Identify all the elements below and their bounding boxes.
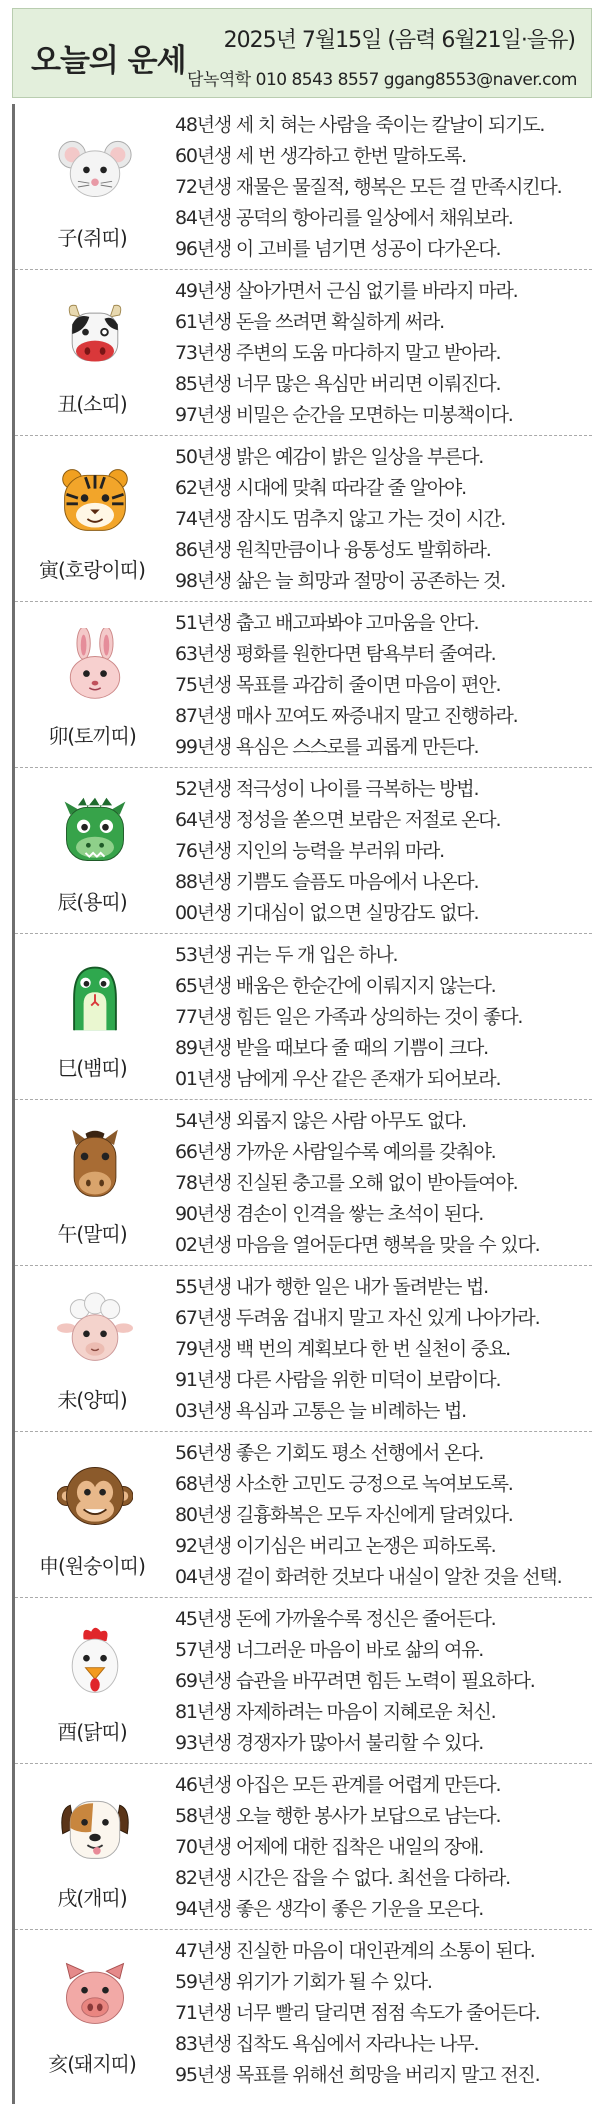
zodiac-rat <box>17 104 167 270</box>
ox-icon <box>57 296 133 372</box>
monkey-icon <box>57 1458 133 1534</box>
snake-icon <box>57 960 133 1036</box>
fortune-line: 00년생 기대심이 없으면 실망감도 없다. <box>175 902 479 924</box>
fortune-line: 92년생 이기심은 버리고 논쟁은 피하도록. <box>175 1535 496 1557</box>
fortune-lines <box>175 1604 593 1759</box>
zodiac-label: 申(원숭이띠) <box>39 1554 145 1578</box>
zodiac-rabbit <box>17 602 167 768</box>
fortune-line: 54년생 외롭지 않은 사람 아무도 없다. <box>175 1110 466 1132</box>
fortune-line: 55년생 내가 행한 일은 내가 돌려받는 법. <box>175 1276 488 1298</box>
zodiac-pig <box>17 1930 167 2096</box>
fortune-line: 56년생 좋은 기회도 평소 선행에서 온다. <box>175 1442 484 1464</box>
fortune-line: 71년생 너무 빨리 달리면 점점 속도가 줄어든다. <box>175 2002 540 2024</box>
fortune-line: 69년생 습관을 바꾸려면 힘든 노력이 필요하다. <box>175 1670 535 1692</box>
zodiac-row-monkey <box>15 1432 592 1598</box>
contact-line: 담녹역학 010 8543 8557 ggang8553@naver.com <box>187 70 577 90</box>
zodiac-ox <box>17 270 167 436</box>
zodiac-label: 巳(뱀띠) <box>57 1056 127 1080</box>
fortune-line: 79년생 백 번의 계획보다 한 번 실천이 중요. <box>175 1338 510 1360</box>
fortune-line: 64년생 정성을 쏟으면 보람은 저절로 온다. <box>175 809 501 831</box>
fortune-lines <box>175 1272 593 1427</box>
fortune-line: 47년생 진실한 마음이 대인관계의 소통이 된다. <box>175 1940 535 1962</box>
fortune-line: 51년생 춥고 배고파봐야 고마움을 안다. <box>175 612 479 634</box>
zodiac-row-snake <box>15 934 592 1100</box>
fortune-line: 78년생 진실된 충고를 오해 없이 받아들여야. <box>175 1172 518 1194</box>
fortune-line: 77년생 힘든 일은 가족과 상의하는 것이 좋다. <box>175 1006 523 1028</box>
fortune-lines <box>175 276 593 431</box>
fortune-line: 61년생 돈을 쓰려면 확실하게 써라. <box>175 311 444 333</box>
fortune-line: 67년생 두려움 겁내지 말고 자신 있게 나아가라. <box>175 1307 540 1329</box>
sheep-icon <box>57 1292 133 1368</box>
fortune-line: 97년생 비밀은 순간을 모면하는 미봉책이다. <box>175 404 513 426</box>
fortune-line: 63년생 평화를 원한다면 탐욕부터 줄여라. <box>175 643 496 665</box>
fortune-line: 60년생 세 번 생각하고 한번 말하도록. <box>175 145 466 167</box>
zodiac-label: 卯(토끼띠) <box>48 724 136 748</box>
fortune-lines <box>175 608 593 763</box>
zodiac-row-rooster <box>15 1598 592 1764</box>
fortune-line: 49년생 살아가면서 근심 없기를 바라지 마라. <box>175 280 518 302</box>
zodiac-row-pig <box>15 1930 592 2096</box>
fortune-lines <box>175 1936 593 2091</box>
zodiac-row-ox <box>15 270 592 436</box>
fortune-line: 93년생 경쟁자가 많아서 불리할 수 있다. <box>175 1732 484 1754</box>
zodiac-row-dog <box>15 1764 592 1930</box>
zodiac-label: 丑(소띠) <box>57 392 127 416</box>
fortune-line: 65년생 배움은 한순간에 이뤄지지 않는다. <box>175 975 496 997</box>
rooster-icon <box>57 1624 133 1700</box>
fortune-line: 75년생 목표를 과감히 줄이면 마음이 편안. <box>175 674 501 696</box>
fortune-line: 89년생 받을 때보다 줄 때의 기쁨이 크다. <box>175 1037 488 1059</box>
fortune-line: 83년생 집착도 욕심에서 자라나는 나무. <box>175 2033 479 2055</box>
zodiac-tiger <box>17 436 167 602</box>
fortune-line: 48년생 세 치 혀는 사람을 죽이는 칼날이 되기도. <box>175 114 545 136</box>
tiger-icon <box>57 462 133 538</box>
fortune-lines <box>175 1770 593 1925</box>
rabbit-icon <box>57 628 133 704</box>
fortune-line: 53년생 귀는 두 개 입은 하나. <box>175 944 398 966</box>
fortune-line: 84년생 공덕의 항아리를 일상에서 채워보라. <box>175 207 513 229</box>
fortune-line: 90년생 겸손이 인격을 쌓는 초석이 된다. <box>175 1203 484 1225</box>
fortune-line: 81년생 자제하려는 마음이 지혜로운 처신. <box>175 1701 496 1723</box>
zodiac-label: 未(양띠) <box>57 1388 127 1412</box>
zodiac-dragon <box>17 768 167 934</box>
fortune-line: 74년생 잠시도 멈추지 않고 가는 것이 시간. <box>175 508 506 530</box>
fortune-line: 50년생 밝은 예감이 밝은 일상을 부른다. <box>175 446 484 468</box>
zodiac-row-sheep <box>15 1266 592 1432</box>
fortune-lines <box>175 1106 593 1261</box>
fortune-line: 76년생 지인의 능력을 부러워 마라. <box>175 840 444 862</box>
fortune-line: 04년생 겉이 화려한 것보다 내실이 알찬 것을 선택. <box>175 1566 562 1588</box>
fortune-line: 95년생 목표를 위해선 희망을 버리지 말고 전진. <box>175 2064 540 2086</box>
fortune-line: 45년생 돈에 가까울수록 정신은 줄어든다. <box>175 1608 496 1630</box>
zodiac-row-dragon <box>15 768 592 934</box>
fortune-line: 46년생 아집은 모든 관계를 어렵게 만든다. <box>175 1774 501 1796</box>
fortune-line: 91년생 다른 사람을 위한 미덕이 보람이다. <box>175 1369 501 1391</box>
zodiac-label: 辰(용띠) <box>57 890 127 914</box>
fortune-lines <box>175 1438 593 1593</box>
fortune-line: 70년생 어제에 대한 집착은 내일의 장애. <box>175 1836 484 1858</box>
zodiac-label: 酉(닭띠) <box>57 1720 127 1744</box>
zodiac-sheep <box>17 1266 167 1432</box>
zodiac-row-rat <box>15 104 592 270</box>
zodiac-row-tiger <box>15 436 592 602</box>
fortune-line: 52년생 적극성이 나이를 극복하는 방법. <box>175 778 479 800</box>
fortune-line: 94년생 좋은 생각이 좋은 기운을 모은다. <box>175 1898 484 1920</box>
fortune-line: 87년생 매사 꼬여도 짜증내지 말고 진행하라. <box>175 705 518 727</box>
fortune-line: 99년생 욕심은 스스로를 괴롭게 만든다. <box>175 736 479 758</box>
fortune-line: 82년생 시간은 잡을 수 없다. 최선을 다하라. <box>175 1867 510 1889</box>
fortune-list <box>12 104 592 2104</box>
fortune-line: 96년생 이 고비를 넘기면 성공이 다가온다. <box>175 238 501 260</box>
zodiac-label: 子(쥐띠) <box>57 226 127 250</box>
fortune-line: 80년생 길흉화복은 모두 자신에게 달려있다. <box>175 1504 513 1526</box>
fortune-line: 72년생 재물은 물질적, 행복은 모든 걸 만족시킨다. <box>175 176 562 198</box>
zodiac-rooster <box>17 1598 167 1764</box>
dog-icon <box>57 1790 133 1866</box>
zodiac-row-horse <box>15 1100 592 1266</box>
fortune-lines <box>175 442 593 597</box>
fortune-line: 66년생 가까운 사람일수록 예의를 갖춰야. <box>175 1141 496 1163</box>
zodiac-label: 戌(개띠) <box>57 1886 127 1910</box>
fortune-line: 88년생 기쁨도 슬픔도 마음에서 나온다. <box>175 871 479 893</box>
fortune-lines <box>175 110 593 265</box>
fortune-line: 02년생 마음을 열어둔다면 행복을 맞을 수 있다. <box>175 1234 540 1256</box>
rat-icon <box>57 130 133 206</box>
fortune-lines <box>175 940 593 1095</box>
header <box>12 8 592 98</box>
fortune-line: 57년생 너그러운 마음이 바로 삶의 여유. <box>175 1639 484 1661</box>
zodiac-label: 亥(돼지띠) <box>48 2052 136 2076</box>
fortune-line: 01년생 남에게 우산 같은 존재가 되어보라. <box>175 1068 501 1090</box>
zodiac-row-rabbit <box>15 602 592 768</box>
zodiac-label: 寅(호랑이띠) <box>39 558 145 582</box>
horse-icon <box>57 1126 133 1202</box>
fortune-line: 68년생 사소한 고민도 긍정으로 녹여보도록. <box>175 1473 513 1495</box>
fortune-line: 59년생 위기가 기회가 될 수 있다. <box>175 1971 432 1993</box>
zodiac-horse <box>17 1100 167 1266</box>
fortune-line: 98년생 삶은 늘 희망과 절망이 공존하는 것. <box>175 570 506 592</box>
fortune-line: 03년생 욕심과 고통은 늘 비례하는 법. <box>175 1400 466 1422</box>
fortune-line: 58년생 오늘 행한 봉사가 보답으로 남는다. <box>175 1805 501 1827</box>
dragon-icon <box>57 794 133 870</box>
pig-icon <box>57 1956 133 2032</box>
page-title: 오늘의 운세 <box>31 43 186 79</box>
zodiac-monkey <box>17 1432 167 1598</box>
fortune-lines <box>175 774 593 929</box>
date-line: 2025년 7월15일 (음력 6월21일·을유) <box>223 28 575 53</box>
fortune-line: 73년생 주변의 도움 마다하지 말고 받아라. <box>175 342 501 364</box>
zodiac-dog <box>17 1764 167 1930</box>
fortune-line: 62년생 시대에 맞춰 따라갈 줄 알아야. <box>175 477 466 499</box>
fortune-line: 86년생 원칙만큼이나 융통성도 발휘하라. <box>175 539 491 561</box>
zodiac-snake <box>17 934 167 1100</box>
zodiac-label: 午(말띠) <box>57 1222 127 1246</box>
fortune-line: 85년생 너무 많은 욕심만 버리면 이뤄진다. <box>175 373 501 395</box>
